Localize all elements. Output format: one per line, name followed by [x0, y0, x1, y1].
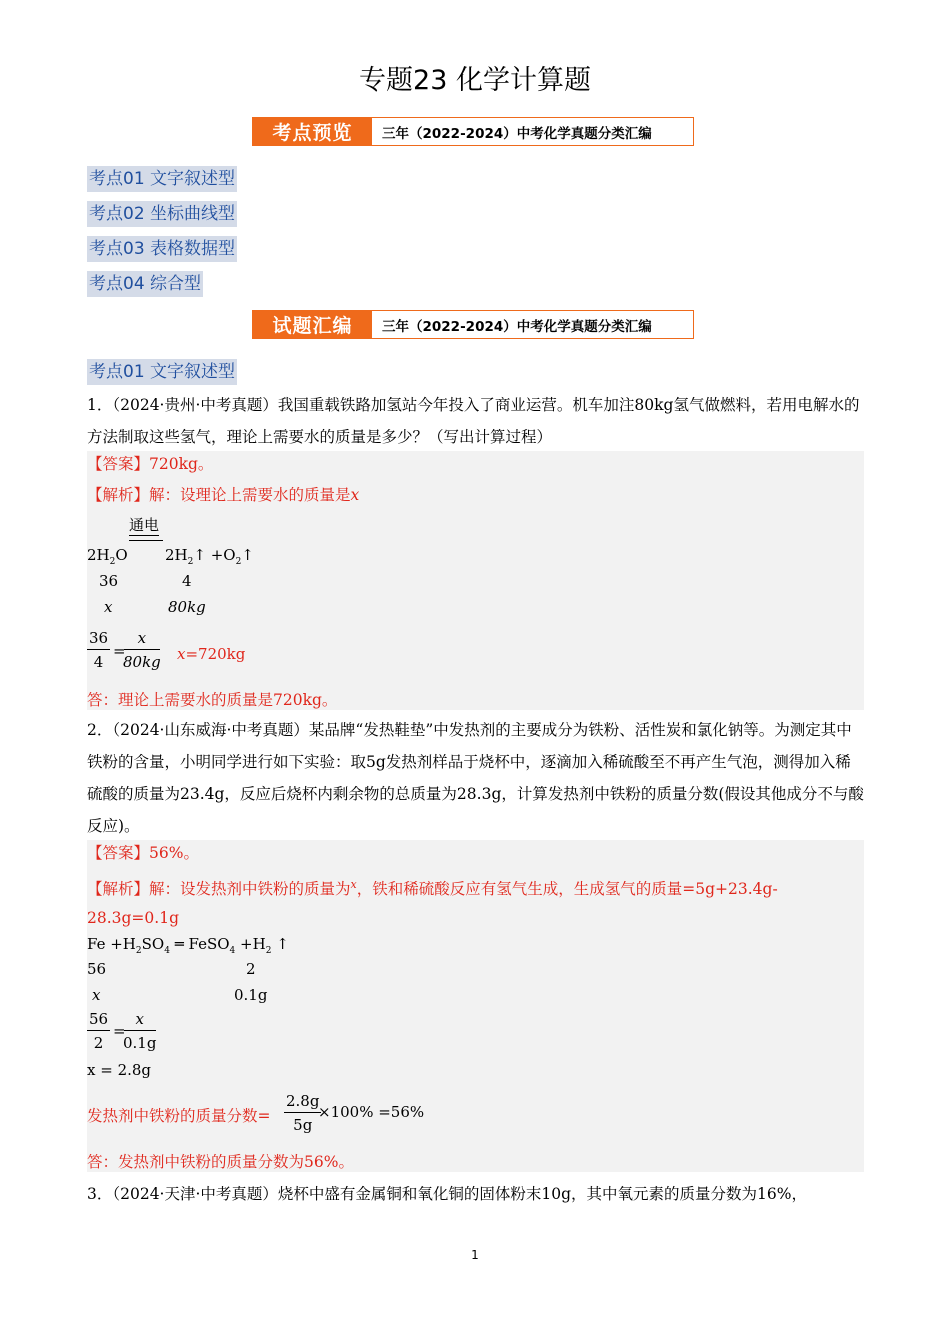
banner-tag: 考点预览: [253, 118, 372, 145]
banner-subtitle: 三年（2022-2024）中考化学真题分类汇编: [382, 125, 652, 142]
percent-result: ×100% =56%: [318, 1103, 425, 1121]
known-mass: 0.1g: [234, 986, 268, 1004]
known-mass: 80kg: [168, 598, 206, 616]
conclusion: 答：理论上需要水的质量是720kg。: [87, 691, 338, 709]
ratio-right: $\frac{x}{80kg}$: [123, 629, 161, 671]
page-title: 专题23 化学计算题: [359, 65, 591, 96]
relative-mass-iron: 56: [87, 960, 107, 978]
answer-line: 【答案】720kg。: [87, 455, 214, 473]
section-heading: 考点01 文字叙述型: [87, 359, 237, 385]
equals-sign: =: [113, 642, 126, 660]
answer-box-1: [87, 451, 864, 710]
answer-line: 【答案】56%。: [87, 844, 199, 862]
toc-item-03[interactable]: 考点03 表格数据型: [87, 236, 237, 262]
reaction-equation: $Fe +H_2SO_4$ ═ FeSO$_4$ $+H_2$ ↑: [87, 935, 289, 956]
question-2: 2．（2024·山东威海·中考真题）某品牌“发热鞋垫”中发热剂的主要成分为铁粉、活性炭和氯化钠等。为测定其中铁粉的含量，小明同学进行如下实验：取5g发热剂样品于烧杯中，逐滴加入稀硫酸至不再产生气泡，测得加入稀硫酸的质量为23.4g，反应后烧杯内剩余物的总质量为28.3g，计算发热剂中铁粉的质量分数(假设其他成分不与酸反应)。: [87, 721, 864, 835]
toc-item-01[interactable]: 考点01 文字叙述型: [87, 166, 237, 192]
reaction-products: $2H_2↑$ $+O_2↑$: [165, 546, 254, 567]
equals-sign: =: [113, 1022, 126, 1040]
answer-box-2: [87, 840, 864, 1172]
ratio-right: $\frac{x}{0.1g}$: [123, 1010, 157, 1052]
analysis-line: 【解析】解：设发热剂中铁粉的质量为$^x$，铁和稀硫酸反应有氢气生成，生成氢气的质量=5g+23.4g-28.3g=0.1g: [87, 878, 778, 928]
unknown-mass: x: [92, 986, 101, 1004]
toc-item-04[interactable]: 考点04 综合型: [87, 271, 203, 297]
relative-mass-hydrogen: 2: [246, 960, 256, 978]
percent-label: 发热剂中铁粉的质量分数=: [87, 1107, 271, 1125]
preview-banner: [252, 117, 694, 146]
condition-arrow: [129, 538, 163, 541]
toc-item-02[interactable]: 考点02 坐标曲线型: [87, 201, 237, 227]
relative-mass-water: 36: [99, 572, 119, 590]
ratio-left: $\frac{36}{4}$: [89, 629, 109, 671]
question-1: 1．（2024·贵州·中考真题）我国重载铁路加氢站今年投入了商业运营。机车加注80kg氢气做燃料，若用电解水的方法制取这些氢气，理论上需要水的质量是多少？（写出计算过程）: [87, 396, 860, 446]
ratio-left: $\frac{56}{2}$: [89, 1010, 109, 1052]
banner-subtitle: 三年（2022-2024）中考化学真题分类汇编: [382, 318, 652, 335]
percent-fraction: $\frac{2.8g}{5g}$: [286, 1092, 320, 1134]
relative-mass-hydrogen: 4: [182, 572, 192, 590]
reaction-reactant: $2H_2O$: [87, 546, 128, 567]
page-number: 1: [471, 1248, 479, 1262]
analysis-line: 【解析】解：设理论上需要水的质量是x: [87, 486, 360, 504]
result: x=720kg: [177, 645, 246, 663]
unknown-mass: x: [104, 598, 113, 616]
question-3: 3．（2024·天津·中考真题）烧杯中盛有金属铜和氧化铜的固体粉末10g，其中氧元素的质量分数为16%，: [87, 1185, 808, 1203]
compilation-banner: [252, 310, 694, 339]
conclusion: 答：发热剂中铁粉的质量分数为56%。: [87, 1153, 354, 1171]
reaction-condition: 通电: [129, 516, 160, 534]
solved-mass: x = 2.8g: [87, 1061, 152, 1079]
banner-tag: 试题汇编: [253, 311, 372, 338]
